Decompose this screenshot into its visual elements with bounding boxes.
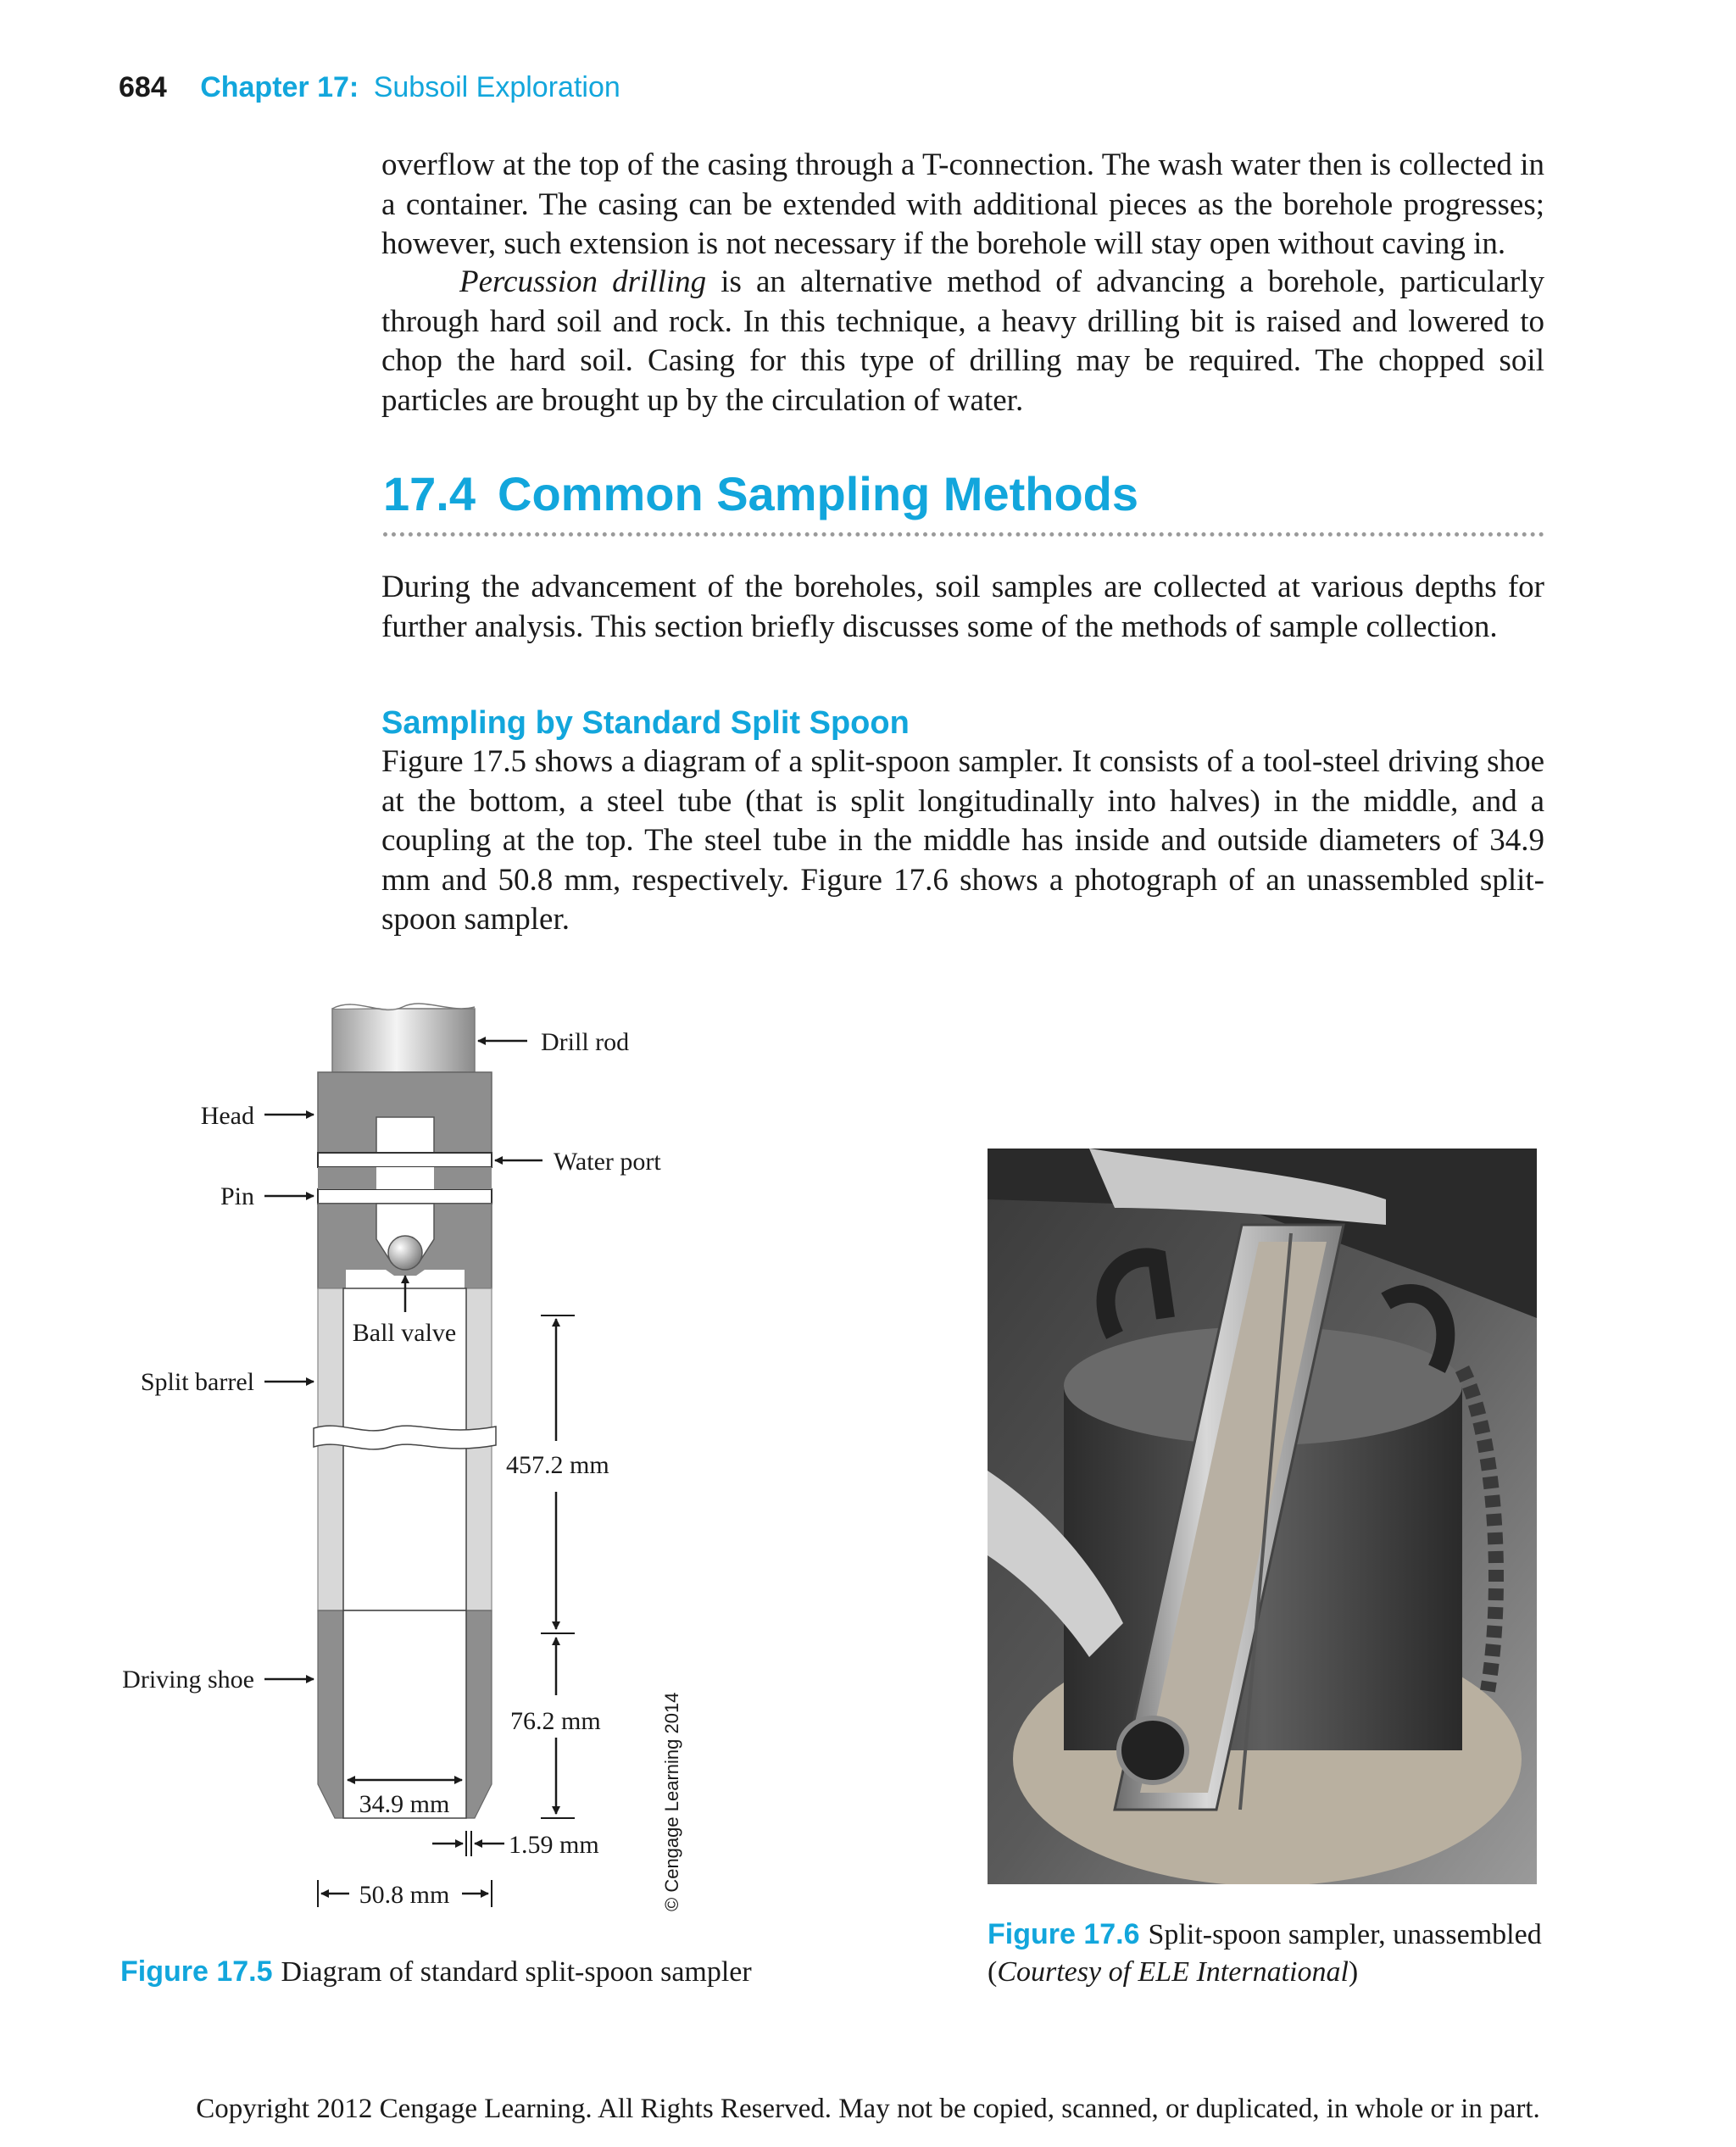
- section-intro: During the advancement of the boreholes, soil samples are collected at various depths for further analysis. This section briefly discusses some of the methods of sample collection.: [381, 570, 1544, 644]
- shoe-right: [466, 1610, 492, 1818]
- figure-17-5-label: Figure 17.5: [120, 1955, 273, 1988]
- figure-17-6-caption-text: Split-spoon sampler, unassembled: [1148, 1919, 1542, 1950]
- section-number: 17.4: [383, 467, 476, 520]
- figure-17-5-caption: [120, 1953, 752, 1991]
- body-paragraph-2: [381, 263, 1544, 420]
- barrel-left-wall: [318, 1288, 343, 1610]
- figure-17-6-credit-close: ): [1348, 1956, 1359, 1988]
- copyright-footer: Copyright 2012 Cengage Learning. All Rights Reserved. May not be copied, scanned, or duplicated, in whole or in part.: [196, 2094, 1540, 2124]
- head-label: Head: [200, 1102, 254, 1130]
- shoe-interior: [343, 1610, 466, 1818]
- body-paragraph-1: overflow at the top of the casing through a T-connection. The wash water then is collected in a container. The casing can be extended with additional pieces as the borehole progresses; however, such extension is not necessary if the borehole will stay open without caving in.: [381, 147, 1544, 261]
- shoe-left: [318, 1610, 343, 1818]
- subsection-heading: Sampling by Standard Split Spoon: [381, 705, 910, 741]
- split-barrel-label: Split barrel: [140, 1368, 254, 1396]
- barrel-right-wall: [466, 1288, 492, 1610]
- section-title: Common Sampling Methods: [498, 467, 1138, 520]
- percussion-drilling-term: Percussion drilling: [459, 264, 707, 299]
- outer-diameter-label: 50.8 mm: [359, 1881, 450, 1909]
- page-number: 684: [119, 71, 167, 103]
- section-heading: [383, 466, 1138, 521]
- water-port-label: Water port: [554, 1148, 661, 1176]
- figure-17-6-photo: [988, 1149, 1537, 1884]
- wall-offset-label: 1.59 mm: [509, 1831, 599, 1859]
- shoe-length-label: 76.2 mm: [510, 1707, 601, 1735]
- head-bore-mid: [376, 1167, 434, 1189]
- chapter-label: Chapter 17:: [200, 71, 359, 103]
- subsection-paragraph: Figure 17.5 shows a diagram of a split-spoon sampler. It consists of a tool-steel driving shoe at the bottom, a steel tube (that is split longitudinally into halves) in the middle, and a coupling at the top. The steel tube in the middle has inside and outside diameters of 34.9 mm and 50.8 mm, respectively. Figure 17.6 shows a photograph of an unassembled split-spoon sampler.: [381, 744, 1544, 937]
- figure-credit: © Cengage Learning 2014: [661, 1692, 682, 1911]
- figure-17-6-credit-open: (: [988, 1956, 998, 1988]
- driving-shoe-label: Driving shoe: [122, 1666, 254, 1694]
- drill-rod-shape: [332, 1009, 475, 1072]
- split-spoon-diagram: [110, 992, 721, 1941]
- figure-17-5-diagram: [110, 992, 721, 1941]
- drill-rod-label: Drill rod: [541, 1028, 630, 1056]
- ball-valve-sphere: [388, 1236, 422, 1270]
- barrel-length-label: 457.2 mm: [506, 1451, 609, 1479]
- figure-17-6-label: Figure 17.6: [988, 1918, 1140, 1950]
- pin-label: Pin: [220, 1182, 254, 1210]
- chapter-title: Subsoil Exploration: [373, 71, 620, 103]
- running-head: [119, 71, 620, 104]
- inner-diameter-label: 34.9 mm: [359, 1790, 450, 1818]
- heading-dotted-rule: [383, 532, 1544, 537]
- pin-bar: [318, 1189, 492, 1204]
- figure-17-6-credit: Courtesy of ELE International: [997, 1956, 1349, 1988]
- body-paragraph-2-text: is an alternative method of advancing a borehole, particularly through hard soil and rock. In this technique, a heavy drilling bit is raised and lowered to chop the hard soil. Casing for this type of drilling may be required. The chopped soil particles are brought up by the circulation of water.: [381, 264, 1544, 418]
- ball-valve-label: Ball valve: [352, 1319, 457, 1347]
- figure-17-5-caption-text: Diagram of standard split-spoon sampler: [281, 1956, 752, 1988]
- water-port-bar: [318, 1153, 492, 1167]
- figure-17-6-caption: [988, 1916, 1547, 1991]
- photo-shoe-end: [1119, 1718, 1187, 1783]
